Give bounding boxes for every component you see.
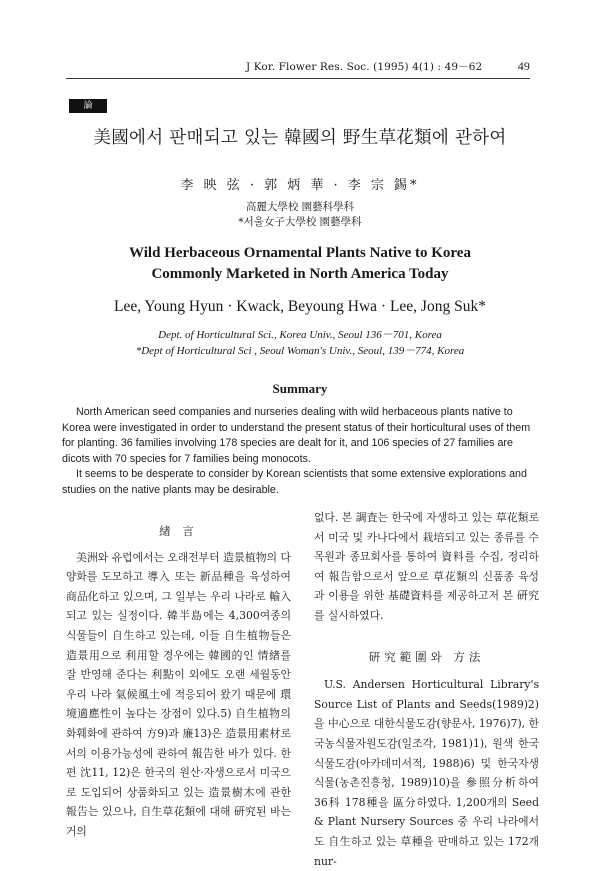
article-type-tag: 論 文: [69, 99, 107, 113]
introduction-heading: 緖 言: [159, 524, 198, 538]
korean-affiliation-2: *서울女子大學校 園藝學科: [238, 216, 362, 228]
right-column: [314, 508, 539, 871]
methods-paragraph: U.S. Andersen Horticultural Library's Source List of Plants and Seeds(1989)2)을 中心으로 대한식물도감(향문사, 1976)7), 한국농식물자원도감(일조각, 1981)1), 원색 한국식물도감(아카데미서적, 1988)6) 및 한국자생식물(농촌진흥청, 1989)10)을 參照分析하여 36科 178種을 區分하였다. 1,200개의 Seed & Plant Nursery Sources 중 우리 나라에서도 自生하고 있는 草種을 판매하고 있는 172개 nur-: [314, 678, 539, 868]
korean-title: 美國에서 판매되고 있는 韓國의 野生草花類에 관하여: [93, 128, 507, 148]
english-title-line-2: Commonly Marketed in North America Today: [151, 266, 449, 282]
english-title: [0, 243, 600, 285]
summary-paragraph: North American seed companies and nurseries dealing with wild herbaceous plants native to Korea were investigated in order to understand the present status of their horticultural uses of them for planting. 36 families involving 178 species are dealt for it, and 106 species of 27 families are dicots with 70 species for 7 families being monocots.: [62, 406, 531, 465]
english-affiliation-2: *Dept of Horticultural Sci , Seoul Woman's Univ., Seoul, 139－774, Korea: [135, 345, 465, 357]
summary-body: [62, 405, 532, 498]
journal-citation: J Kor. Flower Res. Soc. (1995) 4(1) : 49－62: [246, 61, 483, 73]
english-authors: Lee, Young Hyun · Kwack, Beyoung Hwa · Lee, Jong Suk*: [114, 298, 486, 315]
korean-affiliation-1: 高麗大學校 園藝科學科: [245, 201, 355, 213]
left-column: [66, 508, 291, 842]
header-rule: [66, 78, 530, 79]
summary-paragraph: It seems to be desperate to consider by Korean scientists that some extensive explorations and studies on the native plants may be desirable.: [62, 468, 527, 496]
introduction-continuation: 없다. 본 調査는 한국에 자생하고 있는 草花類로서 미국 및 카나다에서 栽培되고 있는 종류를 수목원과 종묘회사를 통하여 資料를 수집, 정리하여 報告함으로서 앞으로 草花類의 신품종 육성과 이용을 위한 基礎資料를 제공하고저 본 硏究를 실시하였다.: [314, 511, 539, 622]
korean-authors: 李 映 弦 · 郭 炳 華 · 李 宗 錫*: [180, 178, 420, 193]
english-title-line-1: Wild Herbaceous Ornamental Plants Native to Korea: [129, 245, 471, 261]
page-number: 49: [517, 59, 530, 73]
methods-heading: 硏究範圍와 方法: [368, 649, 485, 664]
running-header: [66, 59, 530, 75]
summary-heading: Summary: [272, 381, 328, 396]
introduction-paragraph: 美洲와 유럽에서는 오래전부터 造景植物의 다양화를 도모하고 導入 또는 新品種을 육성하여 商品化하고 있으며, 그 일부는 우리 나라로 輸入되고 있는 실정이다. 韓半島에는 4,300여종의 식물들이 自生하고 있는데, 이들 自生植物들은 造景用으로 利用할 경우에는 韓國的인 情緖를 잘 반영해 준다는 利點이 외에도 오랜 세월동안 우리 나라 氣候風土에 적응되어 왔기 때문에 環境適應性이 높다는 장점이 있다.5) 自生植物의 화훼화에 관하여 方9)과 廉13)은 造景用素材로서의 이용가능성에 관하여 報告한 바가 있다. 한편 沈11, 12)은 한국의 원산·자생으로서 미국으로 도입되어 상품화되고 있는 造景樹木에 관한 報告는 있으나, 自生草花類에 대해 硏究된 바는 거의: [66, 550, 291, 838]
english-affiliation-1: Dept. of Horticultural Sci., Korea Univ., Seoul 136－701, Korea: [158, 329, 442, 341]
